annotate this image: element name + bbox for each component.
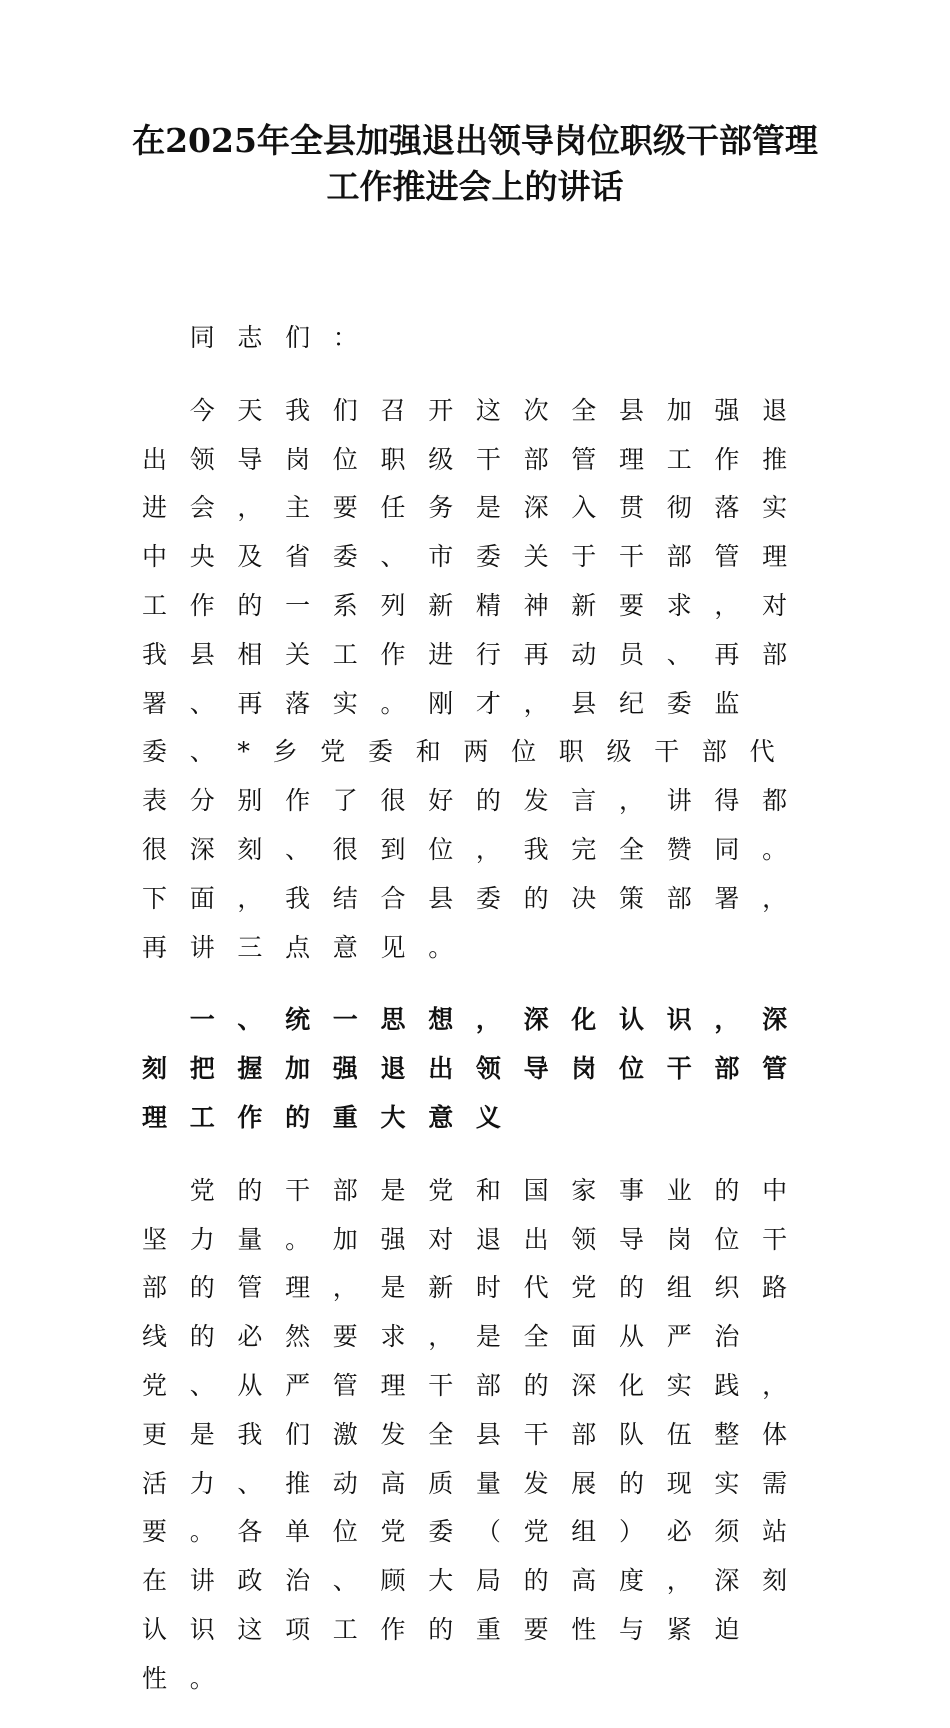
paragraph-intro: 今天我们召开这次全县加强退出领导岗位职级干部管理工作推进会，主要任务是深入贯彻落实中央及省委、市委关于干部管理工作的一系列新精神新要求，对我县相关工作进行再动员、再部署、再落实。刚才，县纪委监委、*乡党委和两位职级干部代表分别作了很好的发言，讲得都很深刻、很到位，我完全赞同。下面，我结合县委的决策部署，再讲三点意见。 (142, 395, 810, 962)
paragraph-section-1: 党的干部是党和国家事业的中坚力量。加强对退出领导岗位干部的管理，是新时代党的组织路线的必然要求，是全面从严治党、从严管理干部的深化实践，更是我们激发全县干部队伍整体活力、推动高质量发展的现实需要。各单位党委（党组）必须站在讲政治、顾大局的高度，深刻认识这项工作的重要性与紧迫性。 (142, 1175, 810, 1693)
section-heading-1: 一、统一思想，深化认识，深刻把握加强退出领导岗位干部管理工作的重大意义 (142, 1005, 810, 1132)
salutation: 同志们： (189, 323, 381, 352)
document-body (142, 314, 832, 1728)
document-title: 在2025年全县加强退出领导岗位职级干部管理工作推进会上的讲话 (132, 121, 818, 206)
